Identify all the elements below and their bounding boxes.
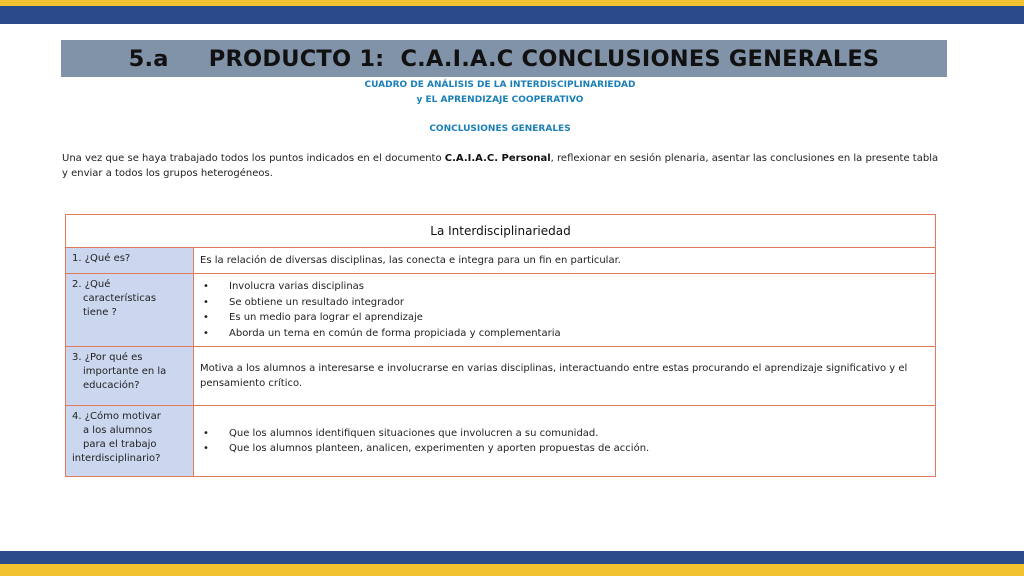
intro-paragraph [62, 151, 942, 181]
bullet-item: • Aborda un tema en común de forma propiciada y complementaria [200, 326, 929, 342]
question-cell [66, 347, 194, 406]
answer-cell [194, 406, 936, 477]
bullet-list [200, 279, 929, 341]
intro-bold-doc-name: C.A.I.A.C. Personal [444, 153, 551, 164]
bullet-item: • Que los alumnos identifiquen situaciones que involucren a su comunidad. [200, 426, 929, 442]
bottom-blue-band [0, 551, 1024, 564]
question-line: 2. ¿Qué [72, 279, 111, 290]
question-line: 3. ¿Por qué es [72, 352, 143, 363]
answer-cell: Motiva a los alumnos a interesarse e involucrarse en varias disciplinas, interactuando entre estas procurando el aprendizaje significativo y el pensamiento crítico. [194, 347, 936, 406]
answer-cell [194, 274, 936, 347]
bottom-yellow-band [0, 564, 1024, 576]
question-line: interdisciplinario? [72, 453, 161, 464]
bullet-item: • Que los alumnos planteen, analicen, experimenten y aporten propuestas de acción. [200, 441, 929, 457]
table-row [66, 274, 936, 347]
answer-cell: Es la relación de diversas disciplinas, las conecta e integra para un fin en particular. [194, 248, 936, 274]
bullet-item: • Involucra varias disciplinas [200, 279, 929, 295]
question-line: 4. ¿Cómo motivar [72, 411, 161, 422]
question-line: a los alumnos [83, 425, 153, 436]
intro-text-1: Una vez que se haya trabajado todos los puntos indicados en el documento [62, 153, 445, 164]
bullet-item: • Es un medio para lograr el aprendizaje [200, 310, 929, 326]
question-cell [66, 274, 194, 347]
title-bar [61, 40, 947, 77]
table-row [66, 406, 936, 477]
intro-text-2: , reflexionar en sesión plenaria, asentar las conclusiones en la presente tabla y enviar a todos los grupos heterogéneos. [62, 153, 939, 179]
page-title: 5.a PRODUCTO 1: C.A.I.A.C CONCLUSIONES GENERALES [128, 45, 880, 72]
top-blue-band [0, 6, 1024, 24]
subtitle-line-1: CUADRO DE ANÁLISIS DE LA INTERDISCIPLINARIEDAD [364, 80, 636, 90]
question-line: características [83, 293, 157, 304]
question-line: tiene ? [83, 307, 117, 318]
bullet-list [200, 426, 929, 457]
question-line: 1. ¿Qué es? [72, 253, 131, 264]
question-line: educación? [83, 380, 140, 391]
table-row [66, 347, 936, 406]
bullet-item: • Se obtiene un resultado integrador [200, 295, 929, 311]
section-title: CONCLUSIONES GENERALES [429, 124, 571, 134]
question-line: para el trabajo [83, 439, 157, 450]
subtitle-line-2: y EL APRENDIZAJE COOPERATIVO [416, 95, 584, 105]
question-cell [66, 406, 194, 477]
question-line: importante en la [83, 366, 167, 377]
question-cell [66, 248, 194, 274]
analysis-table [65, 214, 936, 477]
table-header: La Interdisciplinariedad [66, 215, 936, 248]
table-row [66, 248, 936, 274]
